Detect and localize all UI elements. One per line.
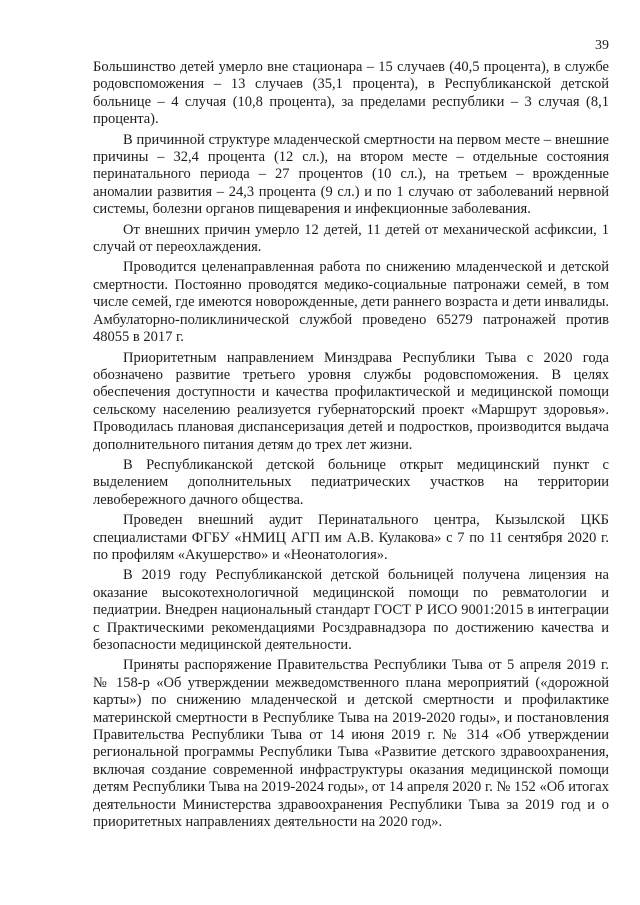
paragraph-deaths-location: Большинство детей умерло вне стационара – 15 случаев (40,5 процента), в службе родовспоможения – 13 случаев (35,1 процента), в Республиканской детской больнице – 4 случая (10,8 процента), за пределами республики – 3 случая (8,1 процента). xyxy=(93,59,609,128)
paragraph-regulations: Приняты распоряжение Правительства Республики Тыва от 5 апреля 2019 г. № 158-р «Об утверждении межведомственного плана мероприятий («дорожной карты») по снижению младенческой и детской смертности и профилактике материнской смертности в Республике Тыва на 2019-2020 годы», и постановления Правительства Республики Тыва от 14 июня 2019 г. № 314 «Об утверждении региональной программы Республики Тыва «Развитие детского здравоохранения, включая создание современной инфраструктуры оказания медицинской помощи детям Республики Тыва на 2019-2024 годы», от 14 апреля 2020 г. № 152 «Об итогах деятельности Министерства здравоохранения Республики Тыва за 2019 год и о приоритетных направлениях деятельности на 2020 год». xyxy=(93,657,609,831)
paragraph-causes-structure: В причинной структуре младенческой смертности на первом месте – внешние причины – 32,4 процента (12 сл.), на втором месте – отдельные состояния перинатального периода – 27 процентов (10 сл.), на третьем – врожденные аномалии развития – 24,3 процента (9 сл.) и по 1 случаю от заболеваний нервной системы, болезни органов пищеварения и инфекционные заболевания. xyxy=(93,131,609,218)
paragraph-priority-direction: Приоритетным направлением Минздрава Республики Тыва с 2020 года обозначено развитие третьего уровня службы родовспоможения. В целях обеспечения доступности и качества профилактической и медицинской помощи сельскому населению реализуется губернаторский проект «Маршрут здоровья». Проводилась плановая диспансеризация детей и подростков, производится выдача дополнительного питания детям до трех лет жизни. xyxy=(93,349,609,453)
paragraph-external-causes: От внешних причин умерло 12 детей, 11 детей от механической асфиксии, 1 случай от переохлаждения. xyxy=(93,221,609,256)
page-number: 39 xyxy=(595,38,609,53)
paragraph-medical-point: В Республиканской детской больнице открыт медицинский пункт с выделением дополнительных педиатрических участков на территории левобережного дачного общества. xyxy=(93,456,609,508)
paragraph-targeted-work: Проводится целенаправленная работа по снижению младенческой и детской смертности. Постоянно проводятся медико-социальные патронажи семей, в том числе семей, где имеются новорожденные, дети раннего возраста и дети инвалиды. Амбулаторно-поликлинической службой проведено 65279 патронажей против 48055 в 2017 г. xyxy=(93,259,609,346)
paragraph-license: В 2019 году Республиканской детской больницей получена лицензия на оказание высокотехнологичной медицинской помощи по ревматологии и педиатрии. Внедрен национальный стандарт ГОСТ Р ИСО 9001:2015 в интеграции с Практическими рекомендациями Росздравнадзора по достижению качества и безопасности медицинской деятельности. xyxy=(93,567,609,653)
body-text xyxy=(93,59,609,834)
paragraph-external-audit: Проведен внешний аудит Перинатального центра, Кызылской ЦКБ специалистами ФГБУ «НМИЦ АГП им А.В. Кулакова» с 7 по 11 сентября 2020 г. по профилям «Акушерство» и «Неонатология». xyxy=(93,512,609,563)
